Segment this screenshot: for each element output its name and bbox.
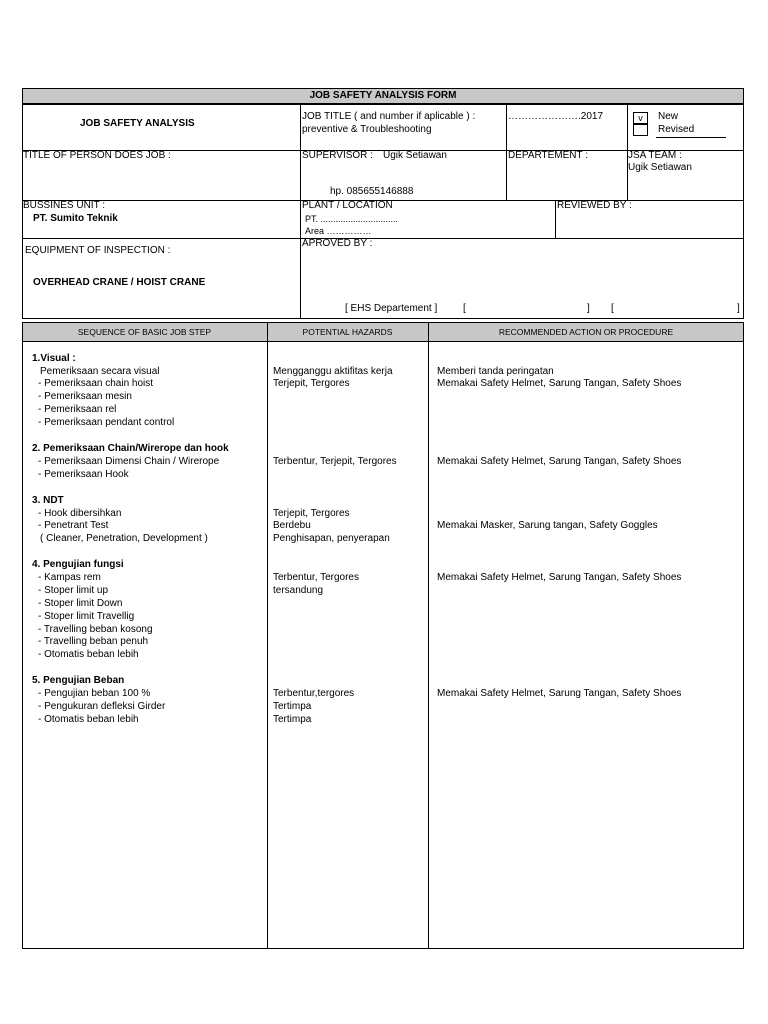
- hazard-line: Terbentur, Tergores: [273, 572, 359, 583]
- date-value: ………………….2017: [508, 111, 604, 122]
- new-checkbox[interactable]: v: [633, 112, 648, 124]
- step-line: - Otomatis beban lebih: [38, 649, 139, 660]
- hazard-line: Berdebu: [273, 520, 311, 531]
- step-line: - Pengukuran defleksi Girder: [38, 701, 166, 712]
- revised-checkbox[interactable]: [633, 124, 648, 136]
- step-line: 3. NDT: [32, 495, 64, 506]
- new-label: New: [658, 111, 679, 122]
- jsa-label: JOB SAFETY ANALYSIS: [80, 118, 195, 129]
- header-actions: RECOMMENDED ACTION OR PROCEDURE: [498, 327, 674, 337]
- plant-pt: PT. ...............................: [305, 214, 399, 224]
- hazard-line: Mengganggu aktifitas kerja: [273, 366, 393, 377]
- step-line: - Pemeriksaan Hook: [38, 469, 129, 480]
- hazard-line: Terjepit, Tergores: [273, 508, 350, 519]
- step-line: - Stoper limit Travellig: [38, 611, 135, 622]
- step-line: 4. Pengujian fungsi: [32, 559, 124, 570]
- step-line: - Travelling beban kosong: [38, 624, 153, 635]
- reviewed-by-label: REVIEWED BY :: [557, 200, 632, 211]
- step-line: - Kampas rem: [38, 572, 101, 583]
- hazard-line: Terbentur, Terjepit, Tergores: [273, 456, 397, 467]
- action-line: Memberi tanda peringatan: [437, 366, 554, 377]
- action-line: Memakai Safety Helmet, Sarung Tangan, Safety Shoes: [437, 456, 682, 467]
- hazard-line: Tertimpa: [273, 701, 312, 712]
- hazard-line: Terbentur,tergores: [273, 688, 355, 699]
- supervisor-label: SUPERVISOR :: [302, 150, 373, 161]
- plant-location-label: PLANT / LOCATION: [302, 200, 393, 211]
- step-line: - Pemeriksaan chain hoist: [38, 378, 154, 389]
- equipment-value: OVERHEAD CRANE / HOIST CRANE: [33, 277, 206, 288]
- approval-bracket-close-2: ]: [737, 303, 740, 314]
- step-line: - Pemeriksaan mesin: [38, 391, 132, 402]
- step-line: Pemeriksaan secara visual: [40, 366, 160, 377]
- approval-bracket-open-2: [: [611, 303, 614, 314]
- supervisor-phone: hp. 085655146888: [330, 186, 414, 197]
- step-line: - Otomatis beban lebih: [38, 714, 139, 725]
- step-line: 2. Pemeriksaan Chain/Wirerope dan hook: [32, 443, 229, 454]
- supervisor-name: Ugik Setiawan: [383, 150, 447, 161]
- job-title-value: preventive & Troubleshooting: [302, 124, 432, 135]
- step-line: 1.Visual :: [32, 353, 76, 364]
- step-line: - Hook dibersihkan: [38, 508, 122, 519]
- approval-bracket-open-1: [: [463, 303, 466, 314]
- hazard-line: tersandung: [273, 585, 324, 596]
- business-unit-value: PT. Sumito Teknik: [33, 213, 118, 224]
- approved-by-label: APROVED BY :: [302, 238, 373, 249]
- jsa-team-member: Ugik Setiawan: [628, 162, 692, 173]
- action-line: Memakai Safety Helmet, Sarung Tangan, Safety Shoes: [437, 572, 682, 583]
- business-unit-label: BUSSINES UNIT :: [23, 200, 106, 211]
- equipment-label: EQUIPMENT OF INSPECTION :: [25, 245, 171, 256]
- step-line: - Penetrant Test: [38, 520, 109, 531]
- step-line: ( Cleaner, Penetration, Development ): [40, 533, 208, 544]
- department-label: DEPARTEMENT :: [508, 150, 589, 161]
- ehs-department: [ EHS Departement ]: [345, 303, 438, 314]
- form-title: JOB SAFETY ANALYSIS FORM: [309, 90, 457, 101]
- jsa-team-label: JSA TEAM :: [628, 150, 682, 161]
- step-line: - Pemeriksaan rel: [38, 404, 117, 415]
- step-line: - Pengujian beban 100 %: [38, 688, 151, 699]
- step-line: - Stoper limit Down: [38, 598, 123, 609]
- action-line: Memakai Masker, Sarung tangan, Safety Goggles: [437, 520, 658, 531]
- hazard-line: Terjepit, Tergores: [273, 378, 350, 389]
- action-line: Memakai Safety Helmet, Sarung Tangan, Safety Shoes: [437, 378, 682, 389]
- plant-area: Area ……………: [305, 226, 372, 236]
- hazard-line: Tertimpa: [273, 714, 312, 725]
- hazard-line: Penghisapan, penyerapan: [273, 533, 390, 544]
- person-title-label: TITLE OF PERSON DOES JOB :: [23, 150, 171, 161]
- step-line: - Stoper limit up: [38, 585, 109, 596]
- approval-bracket-close-1: ]: [587, 303, 590, 314]
- header-steps: SEQUENCE OF BASIC JOB STEP: [77, 327, 212, 337]
- step-line: - Pemeriksaan Dimensi Chain / Wirerope: [38, 456, 220, 467]
- step-line: 5. Pengujian Beban: [32, 675, 125, 686]
- header-hazards: POTENTIAL HAZARDS: [302, 327, 393, 337]
- step-line: - Travelling beban penuh: [38, 636, 149, 647]
- step-line: - Pemeriksaan pendant control: [38, 417, 175, 428]
- action-line: Memakai Safety Helmet, Sarung Tangan, Safety Shoes: [437, 688, 682, 699]
- job-title-label: JOB TITLE ( and number if aplicable ) :: [302, 111, 476, 122]
- revised-label: Revised: [658, 124, 695, 135]
